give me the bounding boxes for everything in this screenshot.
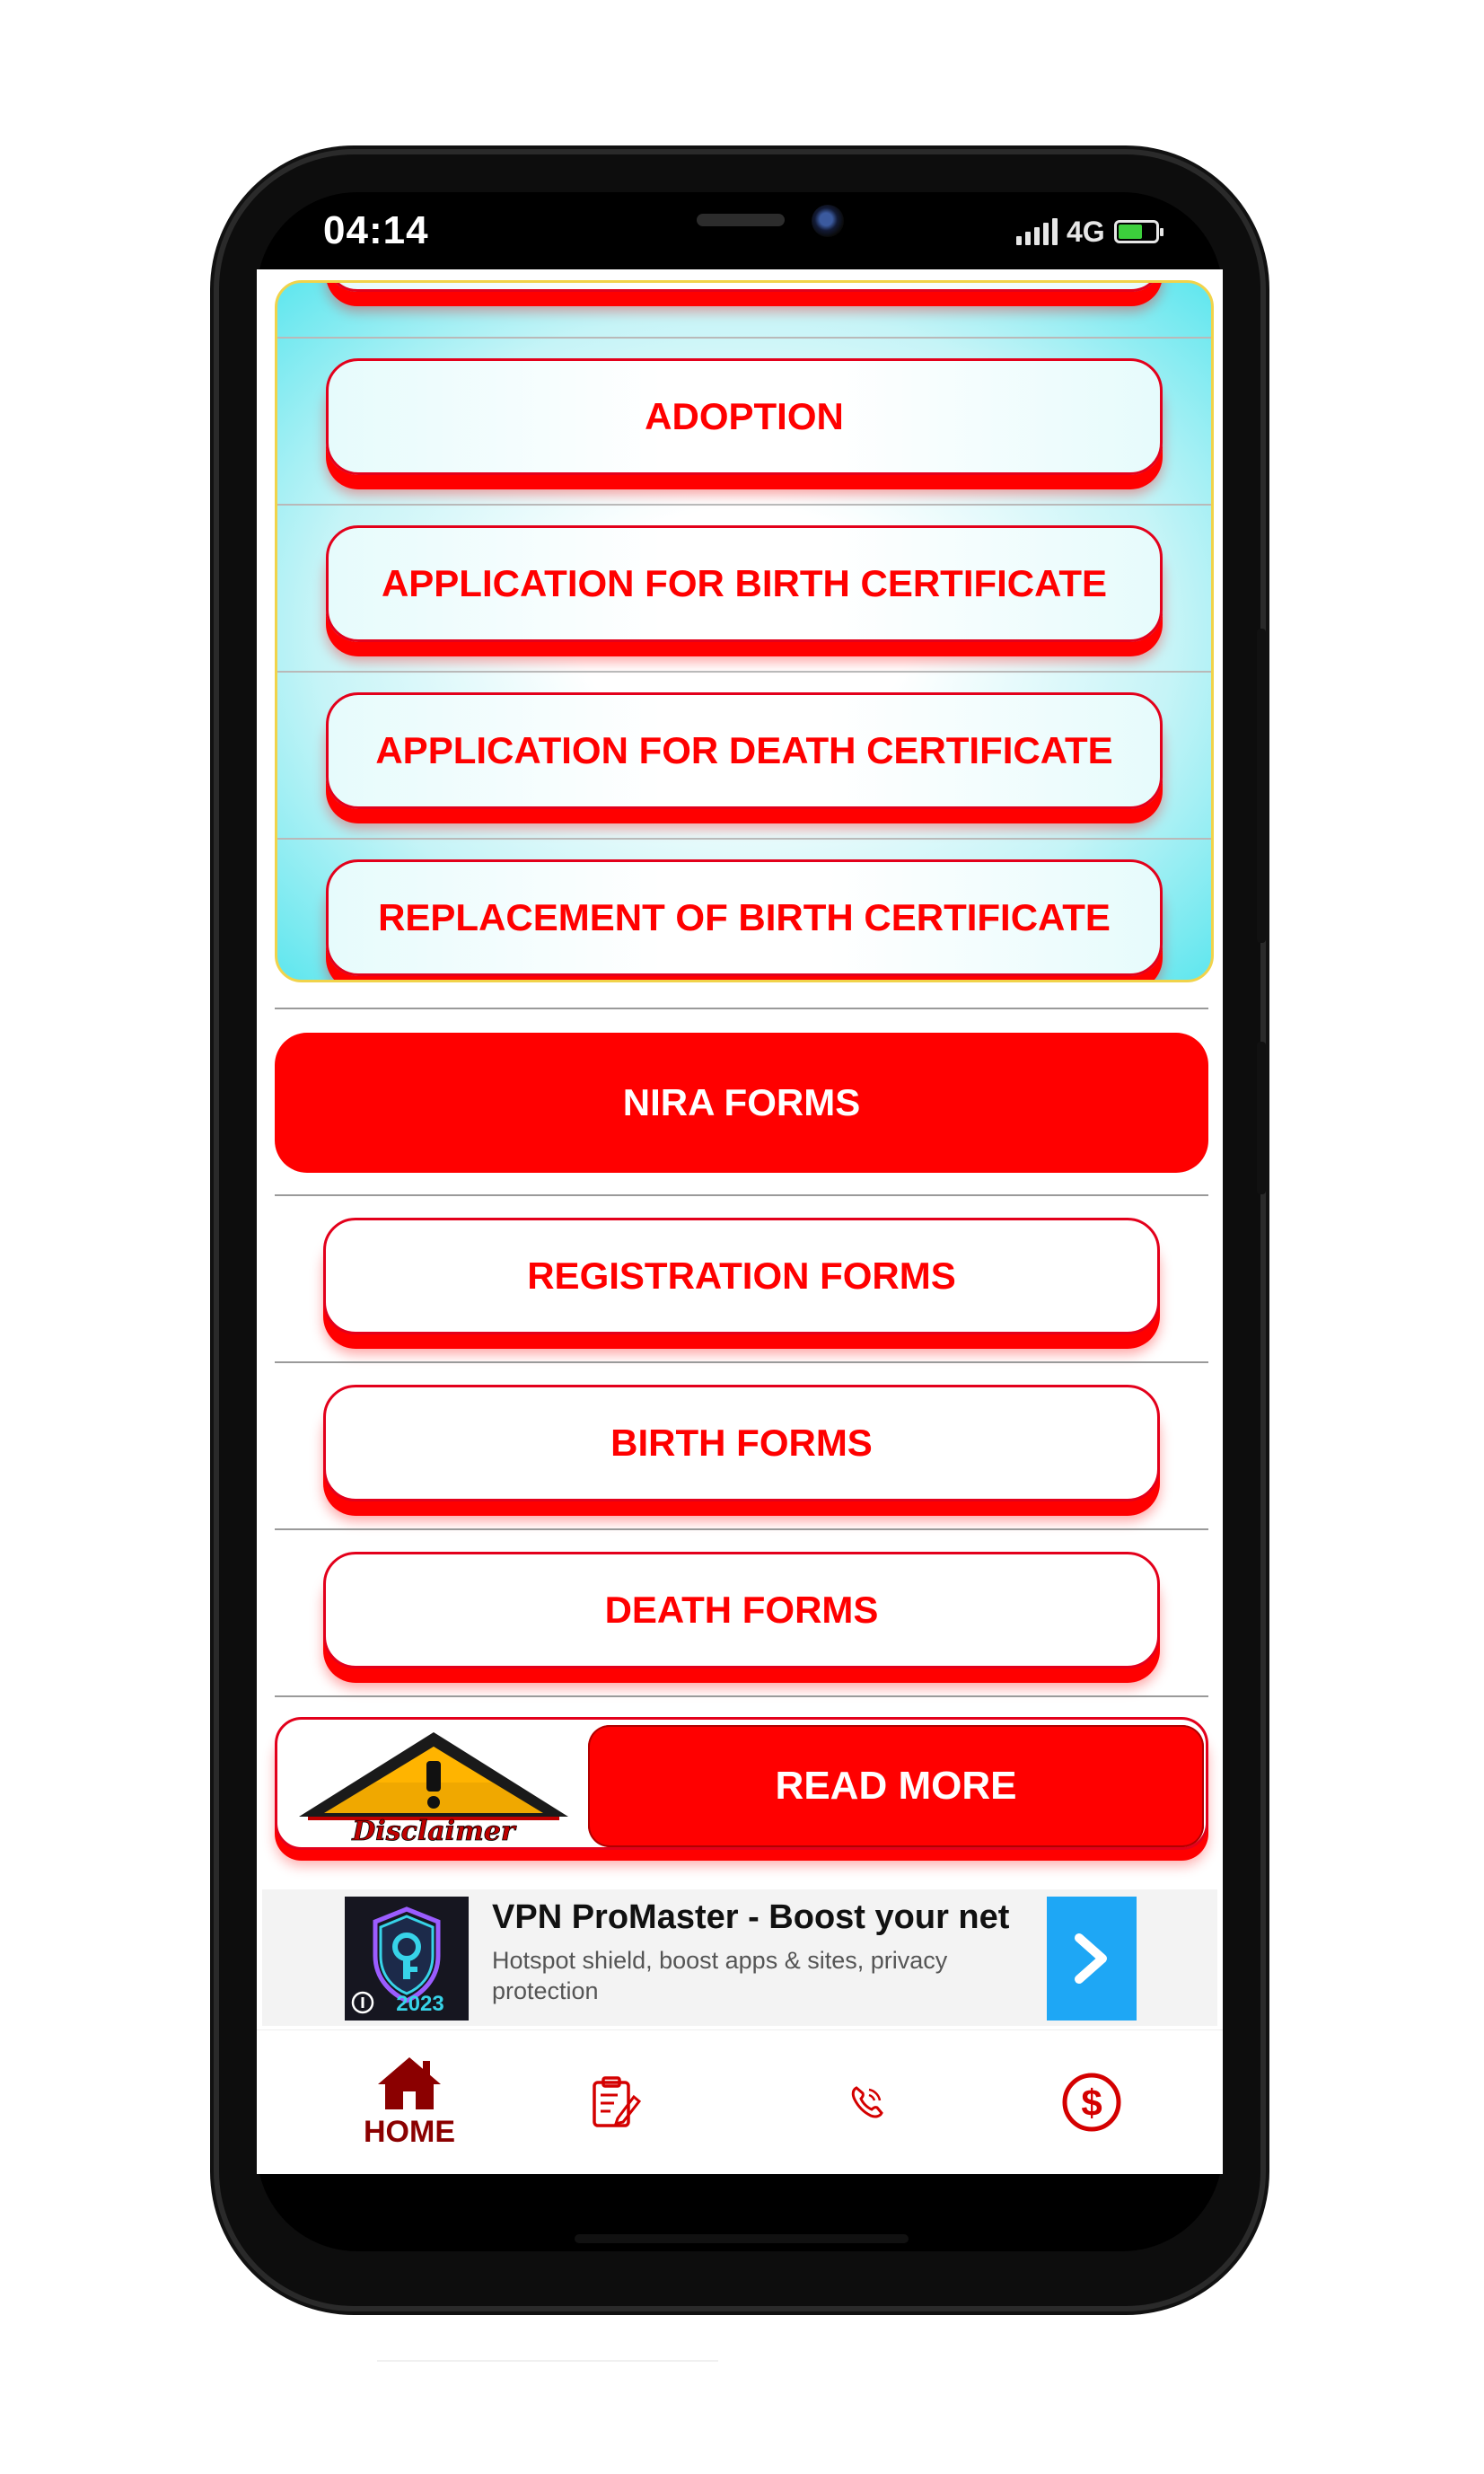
section-divider bbox=[275, 1528, 1208, 1530]
disclaimer-warning-icon bbox=[290, 1727, 577, 1844]
nav-forms[interactable] bbox=[544, 2030, 688, 2174]
panel-divider bbox=[277, 671, 1214, 673]
bottom-nav bbox=[257, 2029, 1223, 2174]
reflection-line bbox=[377, 2360, 718, 2362]
section-divider bbox=[275, 1008, 1208, 1009]
nav-home[interactable] bbox=[329, 2030, 490, 2174]
disclaimer-section bbox=[275, 1717, 1208, 1850]
nav-contact[interactable] bbox=[795, 2030, 939, 2174]
front-camera bbox=[812, 205, 844, 237]
panel-divider bbox=[277, 504, 1214, 506]
section-divider bbox=[275, 1194, 1208, 1196]
disclaimer-logo-text: Disclaimer bbox=[352, 1816, 515, 1844]
birth-forms-button[interactable] bbox=[323, 1385, 1160, 1501]
birth-certificate-application-label: APPLICATION FOR BIRTH CERTIFICATE bbox=[381, 562, 1108, 604]
read-more-label: READ MORE bbox=[775, 1764, 1017, 1808]
death-certificate-application-label: APPLICATION FOR DEATH CERTIFICATE bbox=[375, 729, 1113, 771]
registration-forms-label: REGISTRATION FORMS bbox=[527, 1255, 956, 1297]
phone-call-icon bbox=[847, 2082, 887, 2122]
panel-divider bbox=[277, 337, 1214, 339]
section-divider bbox=[275, 1695, 1208, 1697]
volume-button bbox=[1257, 629, 1266, 943]
nav-home-label: HOME bbox=[364, 2114, 455, 2149]
ad-open-arrow-icon[interactable] bbox=[1047, 1897, 1137, 2021]
ad-icon-badge: 2023 bbox=[396, 1992, 444, 2016]
home-icon bbox=[376, 2056, 443, 2111]
clipboard-edit-icon bbox=[591, 2075, 641, 2129]
vpn-app-icon[interactable] bbox=[345, 1897, 469, 2021]
section-divider bbox=[275, 1361, 1208, 1363]
svg-text:$: $ bbox=[1081, 2082, 1102, 2124]
death-certificate-application-button[interactable] bbox=[326, 692, 1163, 809]
status-icons bbox=[1016, 214, 1159, 250]
network-type: 4G bbox=[1067, 215, 1105, 248]
app-content[interactable] bbox=[257, 269, 1223, 2029]
birth-certificate-replacement-button[interactable] bbox=[326, 859, 1163, 976]
speaker-grille bbox=[697, 214, 785, 226]
registration-forms-button[interactable] bbox=[323, 1218, 1160, 1334]
panel-divider bbox=[277, 838, 1214, 840]
status-time: 04:14 bbox=[323, 208, 429, 252]
partial-item-button[interactable] bbox=[326, 280, 1163, 292]
ad-banner[interactable] bbox=[262, 1889, 1217, 2026]
adoption-button[interactable] bbox=[326, 358, 1163, 475]
notch bbox=[594, 192, 887, 262]
birth-forms-label: BIRTH FORMS bbox=[610, 1422, 873, 1464]
ad-title[interactable]: VPN ProMaster - Boost your net bbox=[492, 1898, 1010, 1936]
battery-icon bbox=[1114, 220, 1159, 243]
gesture-home-bar[interactable] bbox=[575, 2234, 909, 2243]
birth-certificate-replacement-label: REPLACEMENT OF BIRTH CERTIFICATE bbox=[378, 896, 1111, 938]
birth-certificate-application-button[interactable] bbox=[326, 525, 1163, 642]
ad-description: Hotspot shield, boost apps & sites, privacy protection bbox=[492, 1947, 948, 2004]
certificate-panel bbox=[275, 280, 1214, 982]
nav-donate[interactable] bbox=[1020, 2030, 1163, 2174]
death-forms-button[interactable] bbox=[323, 1552, 1160, 1668]
power-button bbox=[1257, 1042, 1266, 1194]
dollar-circle-icon bbox=[1060, 2071, 1123, 2134]
nira-forms-label: NIRA FORMS bbox=[622, 1081, 861, 1123]
nira-forms-header[interactable] bbox=[275, 1033, 1208, 1173]
death-forms-label: DEATH FORMS bbox=[604, 1589, 879, 1631]
adoption-label: ADOPTION bbox=[645, 395, 844, 437]
read-more-button[interactable] bbox=[588, 1725, 1204, 1847]
signal-icon bbox=[1016, 218, 1058, 245]
